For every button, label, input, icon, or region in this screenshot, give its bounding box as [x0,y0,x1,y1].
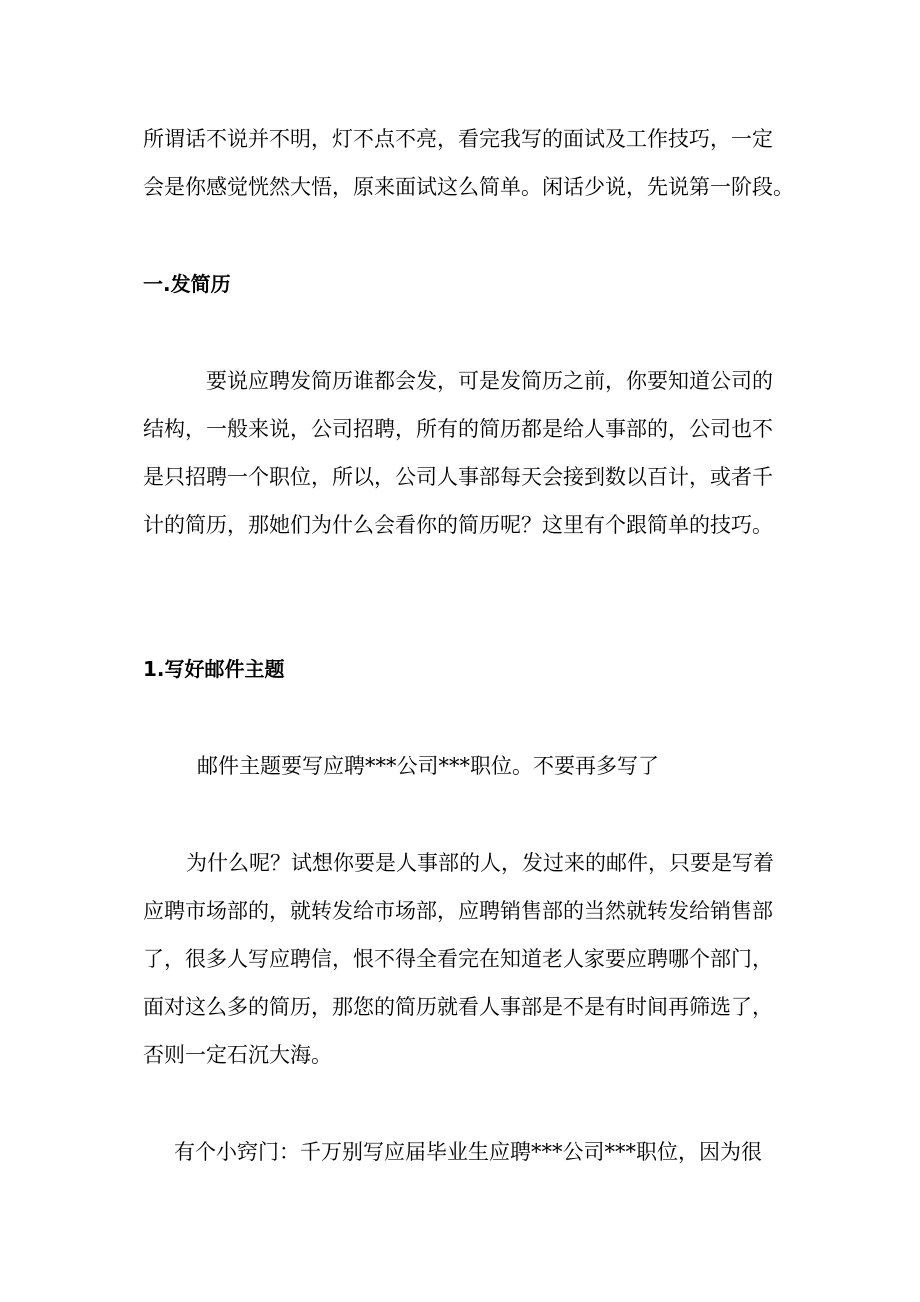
email-subject-tip: 邮件主题要写应聘***公司***职位。不要再多写了 [197,754,659,778]
section1-paragraph-line-3: 是只招聘一个职位，所以，公司人事部每天会接到数以百计，或者千 [143,465,773,489]
intro-line-1: 所谓话不说并不明，灯不点不亮，看完我写的面试及工作技巧，一定 [143,127,773,151]
section1-paragraph-line-1: 要说应聘发简历谁都会发，可是发简历之前，你要知道公司的 [206,369,773,393]
small-trick-line: 有个小窍门：千万别写应届毕业生应聘***公司***职位，因为很 [174,1140,762,1164]
explanation-line-5: 否则一定石沉大海。 [143,1043,332,1067]
subsection-heading-email-subject: 1.写好邮件主题 [143,657,285,681]
explanation-line-3: 了，很多人写应聘信，恨不得全看完在知道老人家要应聘哪个部门， [143,947,773,971]
intro-line-2: 会是你感觉恍然大悟，原来面试这么简单。闲话少说，先说第一阶段。 [143,175,794,199]
section1-paragraph-line-2: 结构，一般来说，公司招聘，所有的简历都是给人事部的，公司也不 [143,417,773,441]
section-heading-send-resume: 一.发简历 [143,272,231,296]
explanation-line-1: 为什么呢？试想你要是人事部的人，发过来的邮件，只要是写着 [186,851,774,875]
explanation-line-4: 面对这么多的简历，那您的简历就看人事部是不是有时间再筛选了， [143,995,773,1019]
explanation-line-2: 应聘市场部的，就转发给市场部，应聘销售部的当然就转发给销售部 [143,899,773,923]
section1-paragraph-line-4: 计的简历，那她们为什么会看你的简历呢？这里有个跟简单的技巧。 [143,513,773,537]
